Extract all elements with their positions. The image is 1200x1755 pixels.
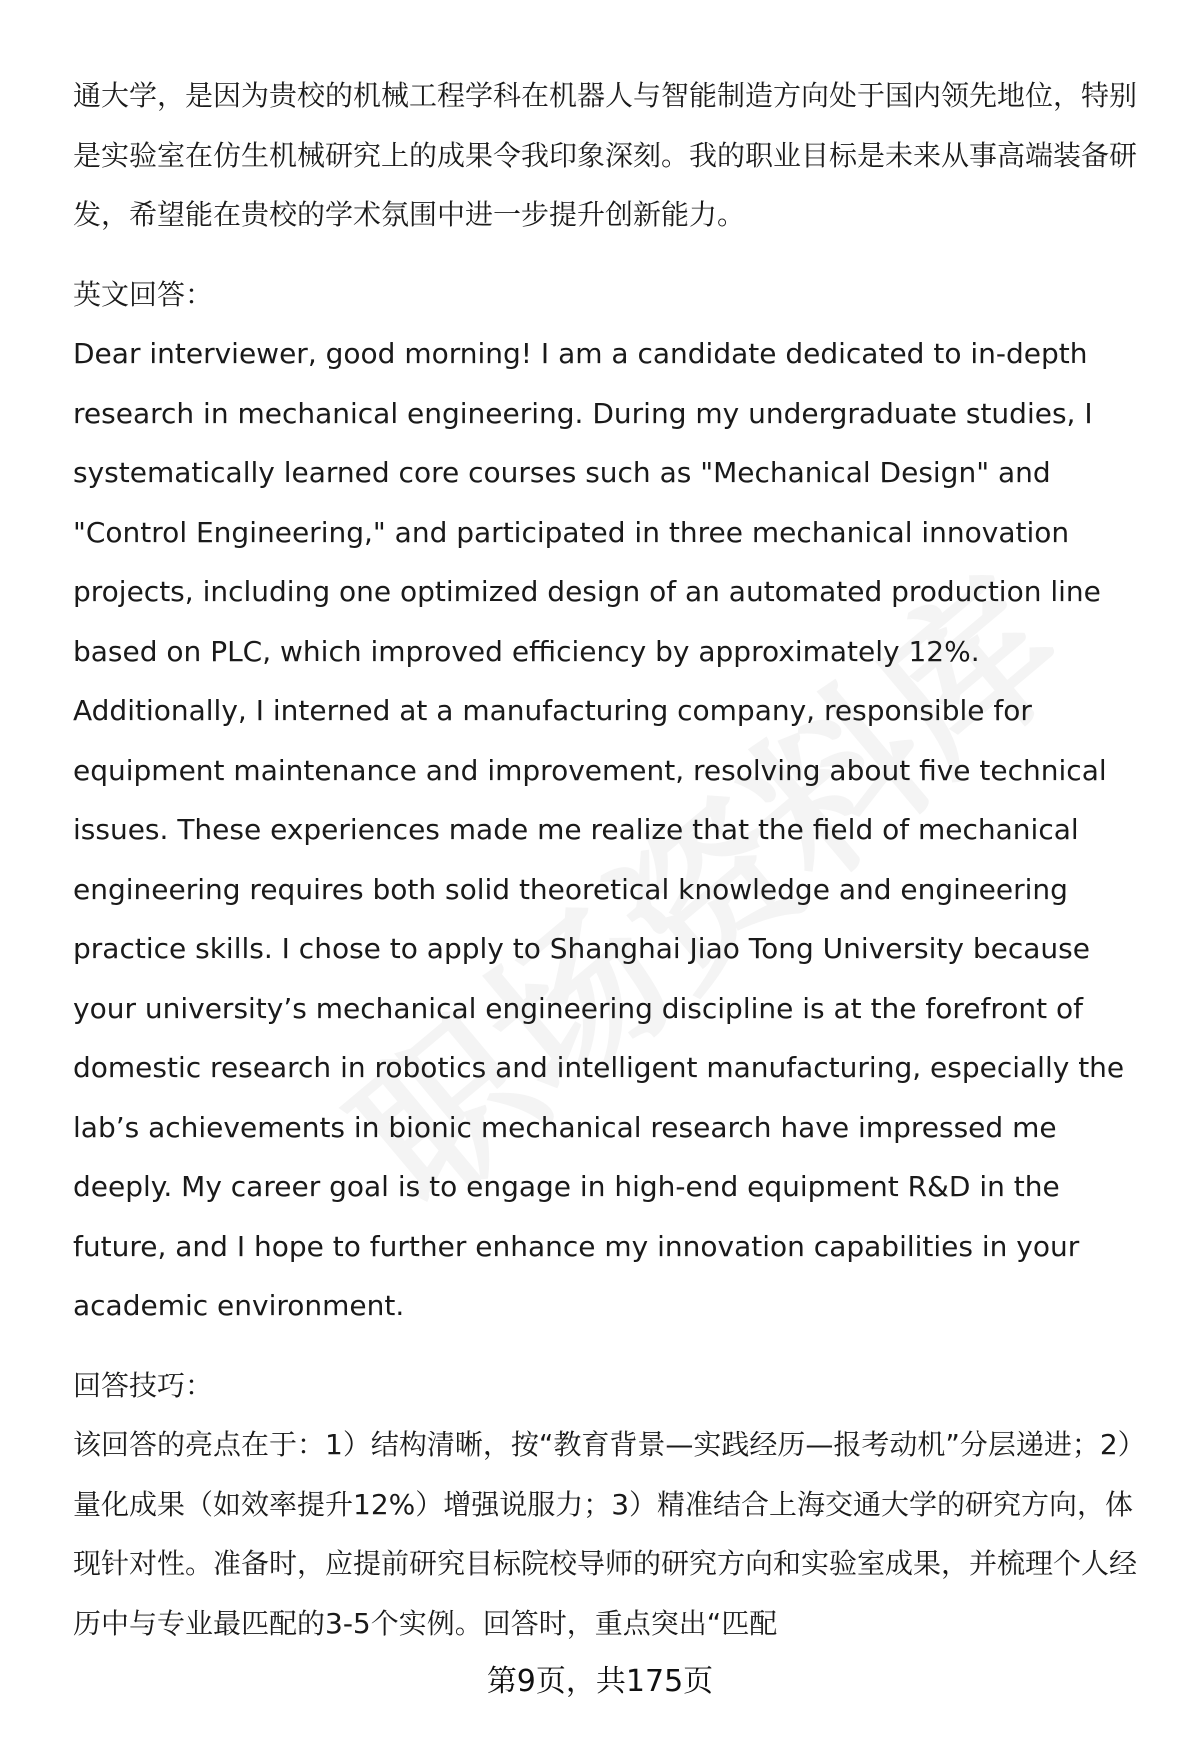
english-answer: Dear interviewer, good morning! I am a candidate dedicated to in-depth research in mechanical engineering. During my undergraduate studies, I systematically learned core courses such as "Mechanical Design" and "Control Engineering," and participated in three mechanical innovation projects, including one optimized design of an automated production line based on PLC, which improved efficiency by approximately 12%. Additionally, I interned at a manufacturing company, responsible for equipment maintenance and improvement, resolving about five technical issues. These experiences made me realize that the field of mechanical engineering requires both solid theoretical knowledge and engineering practice skills. I chose to apply to Shanghai Jiao Tong University because your university’s mechanical engineering discipline is at the forefront of domestic research in robotics and intelligent manufacturing, especially the lab’s achievements in bionic mechanical research have impressed me deeply. My career goal is to engage in high-end equipment R&D in the future, and I hope to further enhance my innovation capabilities in your academic environment. — [73, 337, 1125, 1322]
document-body — [73, 66, 1153, 1653]
english-answer-label: 英文回答： — [73, 277, 214, 311]
tips-label: 回答技巧： — [73, 1368, 214, 1402]
tips-text: 该回答的亮点在于：1）结构清晰，按“教育背景—实践经历—报考动机”分层递进；2）量化成果（如效率提升12%）增强说服力；3）精准结合上海交通大学的研究方向，体现针对性。准备时，应提前研究目标院校导师的研究方向和实验室成果，并梳理个人经历中与专业最匹配的3-5个实例。回答时，重点突出“匹配 — [73, 1428, 1146, 1640]
chinese-answer-tail: 通大学，是因为贵校的机械工程学科在机器人与智能制造方向处于国内领先地位，特别是实验室在仿生机械研究上的成果令我印象深刻。我的职业目标是未来从事高端装备研发，希望能在贵校的学术氛围中进一步提升创新能力。 — [73, 79, 1138, 231]
page-footer: 第9页，共175页 — [486, 1664, 714, 1699]
